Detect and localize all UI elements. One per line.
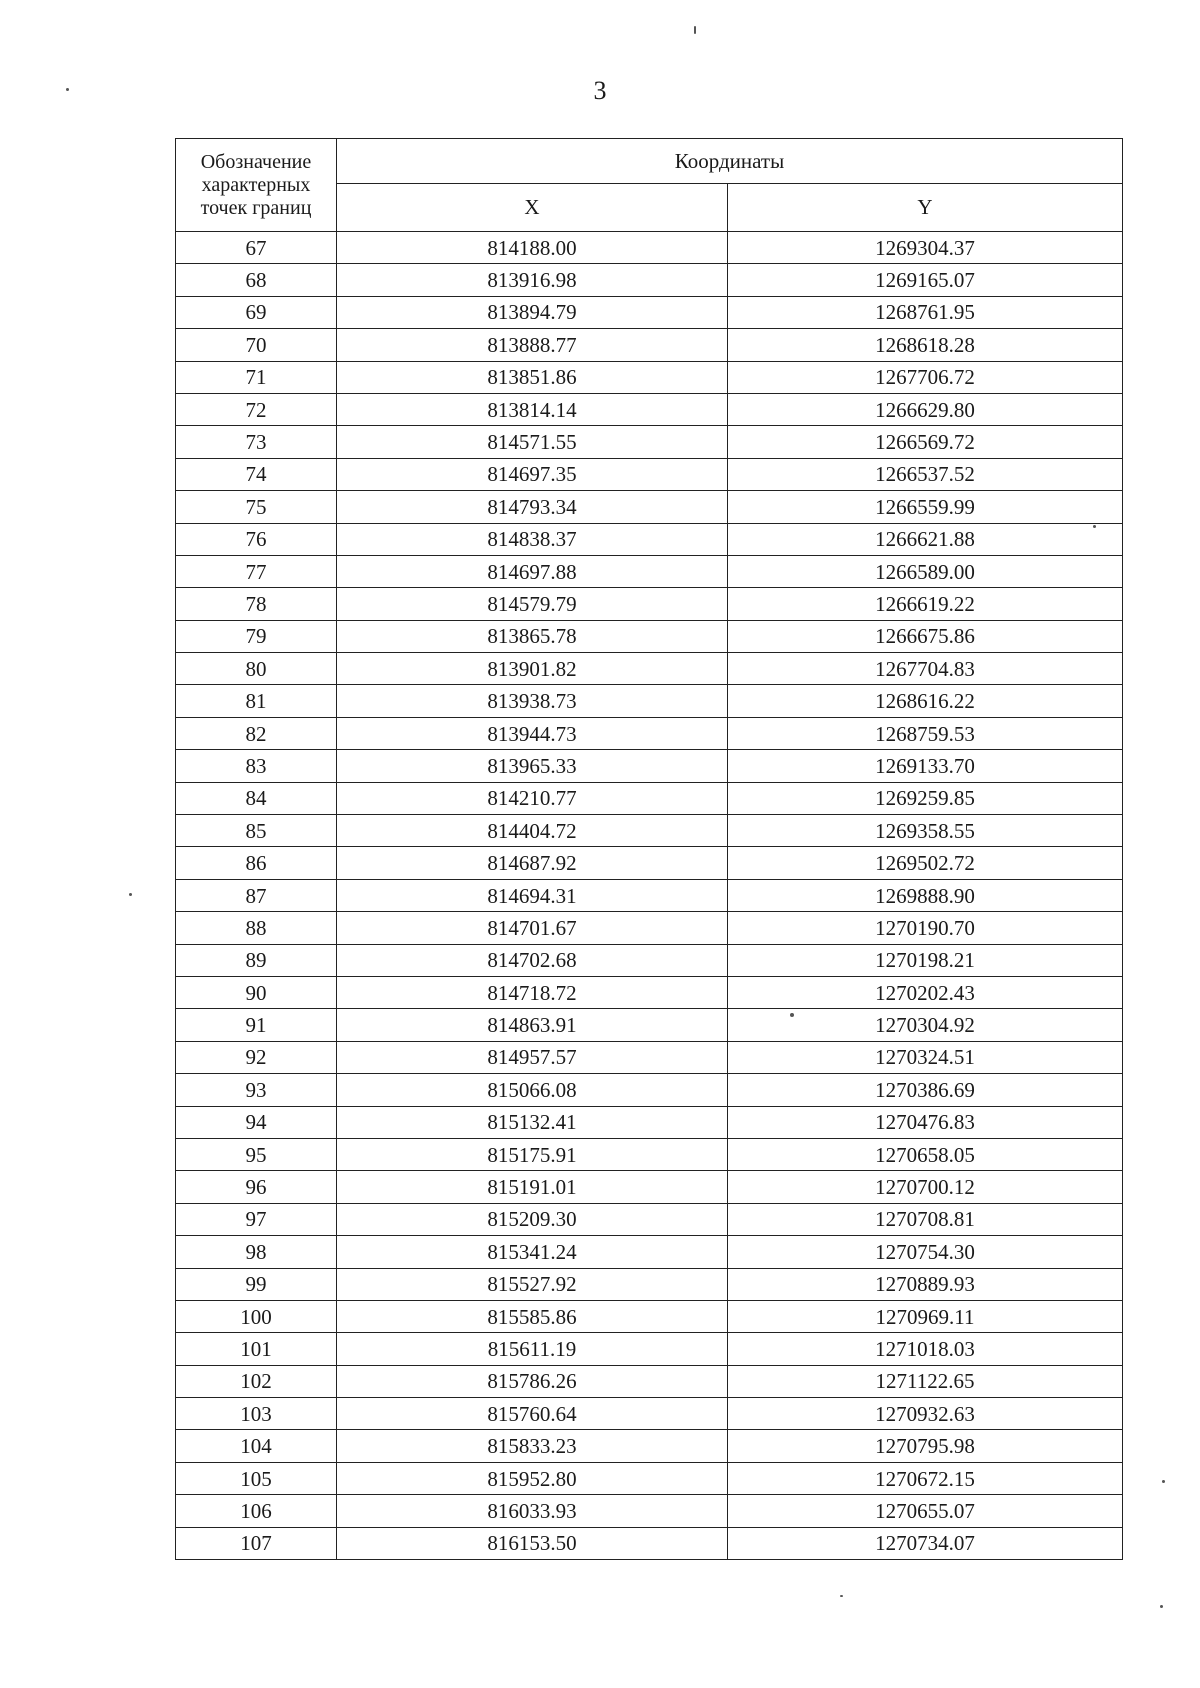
table-row	[176, 1203, 1123, 1235]
point-cell: 93	[176, 1074, 337, 1106]
y-coordinate-cell: 1270708.81	[728, 1203, 1123, 1235]
point-cell: 70	[176, 329, 337, 361]
point-cell: 102	[176, 1365, 337, 1397]
y-coordinate-cell: 1269888.90	[728, 879, 1123, 911]
x-coordinate-cell: 813888.77	[337, 329, 728, 361]
point-cell: 98	[176, 1236, 337, 1268]
table-row	[176, 750, 1123, 782]
table-row	[176, 426, 1123, 458]
coordinates-table-body	[176, 232, 1123, 1560]
x-coordinate-cell: 813894.79	[337, 296, 728, 328]
x-coordinate-cell: 814210.77	[337, 782, 728, 814]
y-coordinate-cell: 1271018.03	[728, 1333, 1123, 1365]
y-coordinate-cell: 1271122.65	[728, 1365, 1123, 1397]
table-row	[176, 1236, 1123, 1268]
point-cell: 86	[176, 847, 337, 879]
point-cell: 82	[176, 717, 337, 749]
point-cell: 78	[176, 588, 337, 620]
point-cell: 76	[176, 523, 337, 555]
table-row	[176, 361, 1123, 393]
y-coordinate-cell: 1268759.53	[728, 717, 1123, 749]
coordinates-header: Координаты	[337, 139, 1123, 184]
page-number: 3	[593, 76, 607, 105]
point-cell: 72	[176, 393, 337, 425]
x-coordinate-cell: 815585.86	[337, 1300, 728, 1332]
table-row	[176, 685, 1123, 717]
x-coordinate-cell: 815952.80	[337, 1462, 728, 1494]
point-cell: 85	[176, 815, 337, 847]
table-row	[176, 1106, 1123, 1138]
y-coordinate-cell: 1268761.95	[728, 296, 1123, 328]
x-coordinate-cell: 816033.93	[337, 1495, 728, 1527]
y-coordinate-cell: 1269133.70	[728, 750, 1123, 782]
coordinates-table	[175, 138, 1123, 1560]
point-cell: 75	[176, 491, 337, 523]
table-row	[176, 1074, 1123, 1106]
x-coordinate-cell: 813938.73	[337, 685, 728, 717]
y-coordinate-cell: 1270700.12	[728, 1171, 1123, 1203]
point-cell: 69	[176, 296, 337, 328]
point-cell: 71	[176, 361, 337, 393]
x-coordinate-cell: 814404.72	[337, 815, 728, 847]
x-coordinate-cell: 815191.01	[337, 1171, 728, 1203]
x-coordinate-cell: 815760.64	[337, 1398, 728, 1430]
scan-speck	[694, 26, 696, 34]
scan-speck	[1160, 1605, 1163, 1608]
x-coordinate-cell: 813944.73	[337, 717, 728, 749]
y-coordinate-cell: 1270324.51	[728, 1041, 1123, 1073]
point-cell: 97	[176, 1203, 337, 1235]
point-cell: 77	[176, 555, 337, 587]
table-row	[176, 329, 1123, 361]
table-row	[176, 1527, 1123, 1559]
x-coordinate-cell: 814957.57	[337, 1041, 728, 1073]
y-coordinate-cell: 1270304.92	[728, 1009, 1123, 1041]
y-coordinate-cell: 1270672.15	[728, 1462, 1123, 1494]
table-row	[176, 264, 1123, 296]
point-cell: 74	[176, 458, 337, 490]
x-coordinate-cell: 814838.37	[337, 523, 728, 555]
x-coordinate-cell: 814863.91	[337, 1009, 728, 1041]
point-cell: 99	[176, 1268, 337, 1300]
table-row	[176, 653, 1123, 685]
x-coordinate-cell: 814571.55	[337, 426, 728, 458]
x-coordinate-cell: 815209.30	[337, 1203, 728, 1235]
table-row	[176, 1365, 1123, 1397]
y-coordinate-cell: 1270932.63	[728, 1398, 1123, 1430]
table-row	[176, 1495, 1123, 1527]
x-coordinate-cell: 814697.88	[337, 555, 728, 587]
y-coordinate-cell: 1269304.37	[728, 232, 1123, 264]
x-coordinate-cell: 815527.92	[337, 1268, 728, 1300]
x-coordinate-cell: 815341.24	[337, 1236, 728, 1268]
table-row	[176, 1268, 1123, 1300]
table-row	[176, 393, 1123, 425]
x-coordinate-cell: 814701.67	[337, 912, 728, 944]
x-coordinate-cell: 813901.82	[337, 653, 728, 685]
y-coordinate-cell: 1270476.83	[728, 1106, 1123, 1138]
y-coordinate-cell: 1266537.52	[728, 458, 1123, 490]
y-coordinate-cell: 1267706.72	[728, 361, 1123, 393]
x-coordinate-cell: 814694.31	[337, 879, 728, 911]
x-coordinate-cell: 816153.50	[337, 1527, 728, 1559]
table-row	[176, 782, 1123, 814]
table-row	[176, 1138, 1123, 1170]
point-cell: 105	[176, 1462, 337, 1494]
point-cell: 89	[176, 944, 337, 976]
table-row	[176, 1398, 1123, 1430]
y-coordinate-cell: 1270202.43	[728, 976, 1123, 1008]
point-cell: 80	[176, 653, 337, 685]
table-row	[176, 1462, 1123, 1494]
y-coordinate-cell: 1270889.93	[728, 1268, 1123, 1300]
x-coordinate-cell: 814579.79	[337, 588, 728, 620]
x-coordinate-cell: 813965.33	[337, 750, 728, 782]
point-cell: 73	[176, 426, 337, 458]
table-row	[176, 588, 1123, 620]
y-coordinate-cell: 1270190.70	[728, 912, 1123, 944]
y-coordinate-cell: 1269165.07	[728, 264, 1123, 296]
x-coordinate-cell: 813916.98	[337, 264, 728, 296]
x-coordinate-cell: 814188.00	[337, 232, 728, 264]
y-coordinate-cell: 1270386.69	[728, 1074, 1123, 1106]
y-header: Y	[728, 184, 1123, 232]
y-coordinate-cell: 1269502.72	[728, 847, 1123, 879]
y-coordinate-cell: 1268618.28	[728, 329, 1123, 361]
y-coordinate-cell: 1266621.88	[728, 523, 1123, 555]
x-coordinate-cell: 813814.14	[337, 393, 728, 425]
y-coordinate-cell: 1266589.00	[728, 555, 1123, 587]
table-row	[176, 976, 1123, 1008]
table-row	[176, 620, 1123, 652]
x-header: X	[337, 184, 728, 232]
point-cell: 90	[176, 976, 337, 1008]
table-row	[176, 1171, 1123, 1203]
y-coordinate-cell: 1266569.72	[728, 426, 1123, 458]
table-row	[176, 879, 1123, 911]
point-cell: 103	[176, 1398, 337, 1430]
x-coordinate-cell: 813851.86	[337, 361, 728, 393]
table-row	[176, 912, 1123, 944]
x-coordinate-cell: 815132.41	[337, 1106, 728, 1138]
table-row	[176, 555, 1123, 587]
table-row	[176, 1333, 1123, 1365]
point-cell: 92	[176, 1041, 337, 1073]
table-row	[176, 1300, 1123, 1332]
point-cell: 91	[176, 1009, 337, 1041]
y-coordinate-cell: 1266675.86	[728, 620, 1123, 652]
y-coordinate-cell: 1270734.07	[728, 1527, 1123, 1559]
x-coordinate-cell: 813865.78	[337, 620, 728, 652]
x-coordinate-cell: 814697.35	[337, 458, 728, 490]
table-row	[176, 296, 1123, 328]
point-cell: 107	[176, 1527, 337, 1559]
point-designation-header: Обозначение характерных точек границ	[176, 139, 337, 232]
x-coordinate-cell: 815833.23	[337, 1430, 728, 1462]
y-coordinate-cell: 1270795.98	[728, 1430, 1123, 1462]
table-row	[176, 232, 1123, 264]
y-coordinate-cell: 1266559.99	[728, 491, 1123, 523]
y-coordinate-cell: 1270655.07	[728, 1495, 1123, 1527]
table-row	[176, 1430, 1123, 1462]
point-cell: 104	[176, 1430, 337, 1462]
table-row	[176, 944, 1123, 976]
point-cell: 95	[176, 1138, 337, 1170]
y-coordinate-cell: 1269259.85	[728, 782, 1123, 814]
x-coordinate-cell: 815611.19	[337, 1333, 728, 1365]
y-coordinate-cell: 1270658.05	[728, 1138, 1123, 1170]
table-row	[176, 717, 1123, 749]
scan-speck	[840, 1595, 843, 1597]
y-coordinate-cell: 1270198.21	[728, 944, 1123, 976]
point-cell: 87	[176, 879, 337, 911]
table-row	[176, 458, 1123, 490]
point-cell: 101	[176, 1333, 337, 1365]
point-cell: 68	[176, 264, 337, 296]
point-cell: 84	[176, 782, 337, 814]
y-coordinate-cell: 1268616.22	[728, 685, 1123, 717]
table-row	[176, 1041, 1123, 1073]
point-cell: 100	[176, 1300, 337, 1332]
table-row	[176, 1009, 1123, 1041]
table-row	[176, 815, 1123, 847]
point-cell: 79	[176, 620, 337, 652]
point-cell: 88	[176, 912, 337, 944]
table-row	[176, 847, 1123, 879]
y-coordinate-cell: 1266619.22	[728, 588, 1123, 620]
y-coordinate-cell: 1269358.55	[728, 815, 1123, 847]
x-coordinate-cell: 814702.68	[337, 944, 728, 976]
x-coordinate-cell: 814687.92	[337, 847, 728, 879]
x-coordinate-cell: 814793.34	[337, 491, 728, 523]
point-cell: 67	[176, 232, 337, 264]
point-cell: 81	[176, 685, 337, 717]
table-row	[176, 523, 1123, 555]
x-coordinate-cell: 815786.26	[337, 1365, 728, 1397]
point-cell: 96	[176, 1171, 337, 1203]
point-cell: 83	[176, 750, 337, 782]
y-coordinate-cell: 1270754.30	[728, 1236, 1123, 1268]
scan-speck	[1162, 1480, 1165, 1483]
point-cell: 94	[176, 1106, 337, 1138]
y-coordinate-cell: 1270969.11	[728, 1300, 1123, 1332]
scan-speck	[129, 893, 132, 896]
x-coordinate-cell: 815066.08	[337, 1074, 728, 1106]
x-coordinate-cell: 814718.72	[337, 976, 728, 1008]
x-coordinate-cell: 815175.91	[337, 1138, 728, 1170]
point-cell: 106	[176, 1495, 337, 1527]
y-coordinate-cell: 1267704.83	[728, 653, 1123, 685]
table-row	[176, 491, 1123, 523]
y-coordinate-cell: 1266629.80	[728, 393, 1123, 425]
